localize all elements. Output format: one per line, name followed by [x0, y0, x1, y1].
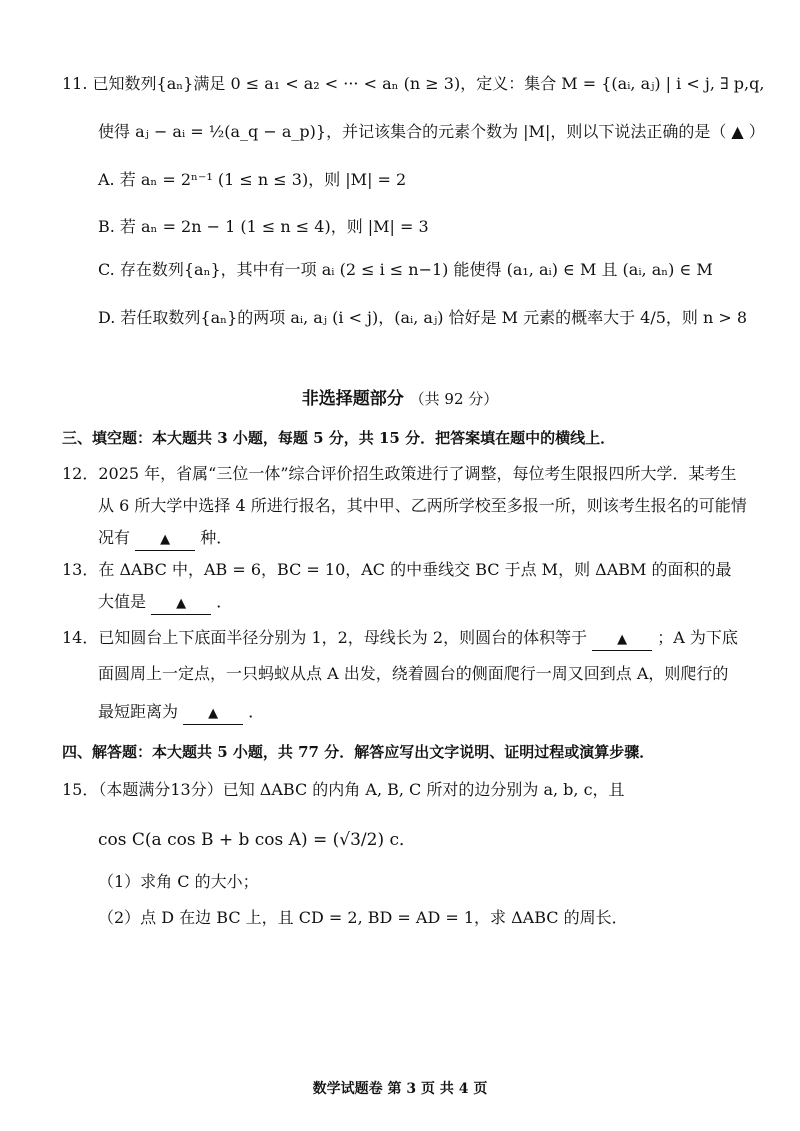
q14-line3-suffix: ． [248, 702, 265, 721]
q13-blank-mark: ▲ [176, 596, 187, 611]
q15-line1: 15．（本题满分13分）已知 ΔABC 的内角 A, B, C 所对的边分别为 a, b, c，且 [62, 780, 625, 799]
q14-line1-prefix: 14．已知圆台上下底面半径分别为 1，2，母线长为 2，则圆台的体积等于 [62, 628, 588, 647]
part4-heading: 四、解答题：本大题共 5 小题，共 77 分．解答应写出文字说明、证明过程或演算步骤． [62, 743, 655, 761]
q12-line1: 12．2025 年，省属“三位一体”综合评价招生政策进行了调整，每位考生限报四所大学．某考生 [62, 464, 737, 483]
q11-option-c: C. 存在数列{aₙ}，其中有一项 aᵢ (2 ≤ i ≤ n−1) 能使得 (a₁, aᵢ) ∈ M 且 (aᵢ, aₙ) ∈ M [98, 260, 713, 279]
section-title [0, 384, 800, 409]
q12-line3-prefix: 况有 [98, 528, 131, 547]
q13-line2 [98, 592, 232, 615]
q13-line2-suffix: ． [216, 592, 233, 611]
q14-blank-mark-2: ▲ [208, 706, 219, 721]
q15-part1: （1）求角 C 的大小； [98, 872, 259, 891]
part3-heading: 三、填空题：本大题共 3 小题，每题 5 分，共 15 分．把答案填在题中的横线上． [62, 429, 616, 447]
q11-option-a: A. 若 aₙ = 2ⁿ⁻¹ (1 ≤ n ≤ 3)，则 |M| = 2 [98, 170, 407, 189]
q14-line1-suffix: ；A 为下底 [657, 628, 738, 647]
q11-line1: 11. 已知数列{aₙ}满足 0 ≤ a₁ < a₂ < ··· < aₙ (n ≥ 3)，定义：集合 M = {(aᵢ, aⱼ) | i < j, ∃ p,q, [62, 74, 765, 93]
q14-line1 [62, 628, 738, 651]
q11-line2: 使得 aⱼ − aᵢ = ½(a_q − a_p)}，并记该集合的元素个数为 |M|，则以下说法正确的是（ ▲ ） [98, 122, 765, 141]
q14-blank-mark-1: ▲ [617, 632, 628, 647]
q14-answer-blank-1 [592, 628, 652, 651]
q11-option-b: B. 若 aₙ = 2n − 1 (1 ≤ n ≤ 4)，则 |M| = 3 [98, 217, 429, 236]
q12-blank-mark: ▲ [160, 532, 171, 547]
page-footer: 数学试题卷 第 3 页 共 4 页 [312, 1081, 488, 1097]
q11-option-d: D. 若任取数列{aₙ}的两项 aᵢ, aⱼ (i < j)，(aᵢ, aⱼ) 恰好是 M 元素的概率大于 4/5，则 n > 8 [98, 308, 748, 327]
q12-line3 [98, 528, 232, 551]
q13-line2-prefix: 大值是 [98, 592, 147, 611]
q13-line1: 13．在 ΔABC 中，AB = 6，BC = 10，AC 的中垂线交 BC 于点 M，则 ΔABM 的面积的最 [62, 560, 732, 579]
q14-line2: 面圆周上一定点，一只蚂蚁从点 A 出发，绕着圆台的侧面爬行一周又回到点 A，则爬行的 [98, 664, 729, 683]
q14-answer-blank-2 [183, 702, 243, 725]
q15-part2: （2）点 D 在边 BC 上，且 CD = 2, BD = AD = 1，求 ΔABC 的周长． [98, 908, 628, 927]
section-title-main: 非选择题部分 [301, 389, 404, 409]
q14-line3 [98, 702, 264, 725]
section-title-points: （共 92 分） [409, 390, 499, 408]
q12-answer-blank [135, 528, 195, 551]
q13-answer-blank [151, 592, 211, 615]
q15-formula: cos C(a cos B + b cos A) = (√3/2) c． [98, 830, 417, 850]
q14-line3-prefix: 最短距离为 [98, 702, 179, 721]
q12-line2: 从 6 所大学中选择 4 所进行报名，其中甲、乙两所学校至多报一所，则该考生报名的可能情 [98, 496, 747, 515]
q12-line3-suffix: 种． [200, 528, 233, 547]
